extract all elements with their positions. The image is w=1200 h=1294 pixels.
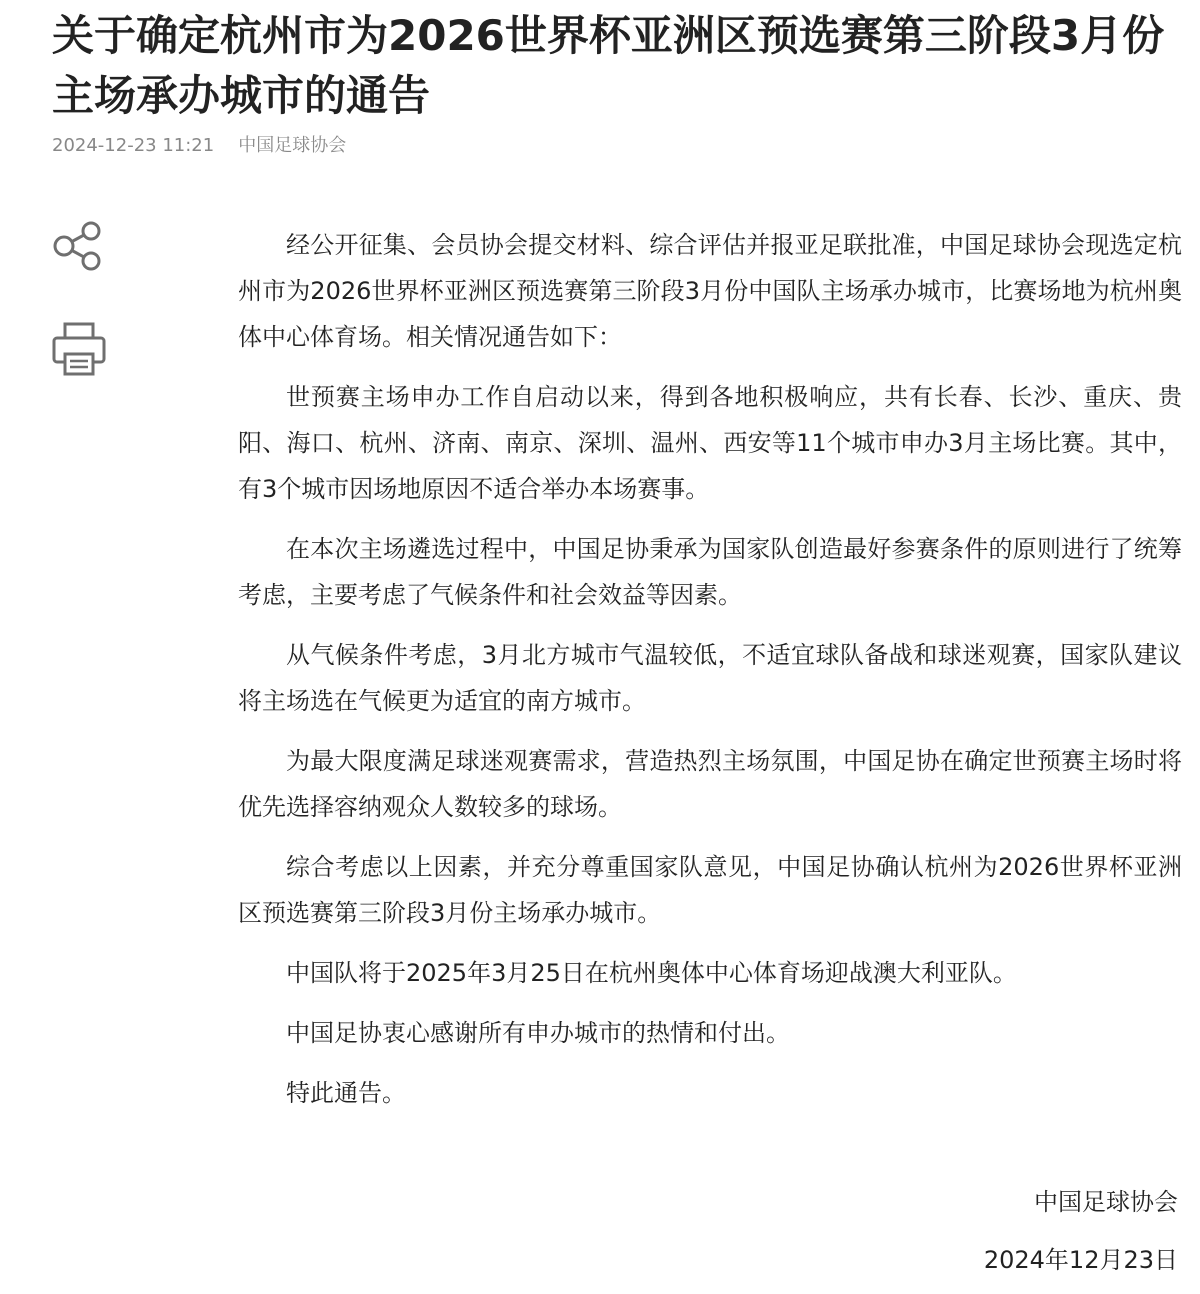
body-paragraph: 综合考虑以上因素，并充分尊重国家队意见，中国足协确认杭州为2026世界杯亚洲区预选赛第三阶段3月份主场承办城市。: [238, 853, 1182, 927]
body-paragraph: 经公开征集、会员协会提交材料、综合评估并报亚足联批准，中国足球协会现选定杭州市为2026世界杯亚洲区预选赛第三阶段3月份中国队主场承办城市，比赛场地为杭州奥体中心体育场。相关情况通告如下：: [238, 231, 1182, 351]
share-button[interactable]: [52, 220, 106, 274]
side-toolbar: [52, 220, 108, 379]
body-paragraph: 为最大限度满足球迷观赛需求，营造热烈主场氛围，中国足协在确定世预赛主场时将优先选择容纳观众人数较多的球场。: [238, 747, 1182, 821]
signature-date: 2024年12月23日: [983, 1246, 1178, 1274]
publish-datetime: 2024-12-23 11:21: [52, 135, 215, 156]
article-source: 中国足球协会: [238, 135, 347, 156]
article-title: 关于确定杭州市为2026世界杯亚洲区预选赛第三阶段3月份主场承办城市的通告: [52, 11, 1165, 120]
body-paragraph: 从气候条件考虑，3月北方城市气温较低，不适宜球队备战和球迷观赛，国家队建议将主场选在气候更为适宜的南方城市。: [238, 641, 1182, 715]
body-paragraph: 在本次主场遴选过程中，中国足协秉承为国家队创造最好参赛条件的原则进行了统筹考虑，主要考虑了气候条件和社会效益等因素。: [238, 535, 1182, 609]
print-icon: [52, 321, 106, 377]
share-icon: [52, 220, 104, 272]
body-paragraph: 世预赛主场申办工作自启动以来，得到各地积极响应，共有长春、长沙、重庆、贵阳、海口、杭州、济南、南京、深圳、温州、西安等11个城市申办3月主场比赛。其中，有3个城市因场地原因不适合举办本场赛事。: [238, 383, 1182, 503]
article-body: [238, 222, 1182, 1130]
body-paragraph: 特此通告。: [286, 1079, 406, 1107]
signature-org: 中国足球协会: [1034, 1188, 1178, 1216]
print-button[interactable]: [52, 321, 106, 379]
body-paragraph: 中国队将于2025年3月25日在杭州奥体中心体育场迎战澳大利亚队。: [286, 959, 1017, 987]
body-paragraph: 中国足协衷心感谢所有申办城市的热情和付出。: [286, 1019, 790, 1047]
article-meta: [52, 134, 346, 158]
